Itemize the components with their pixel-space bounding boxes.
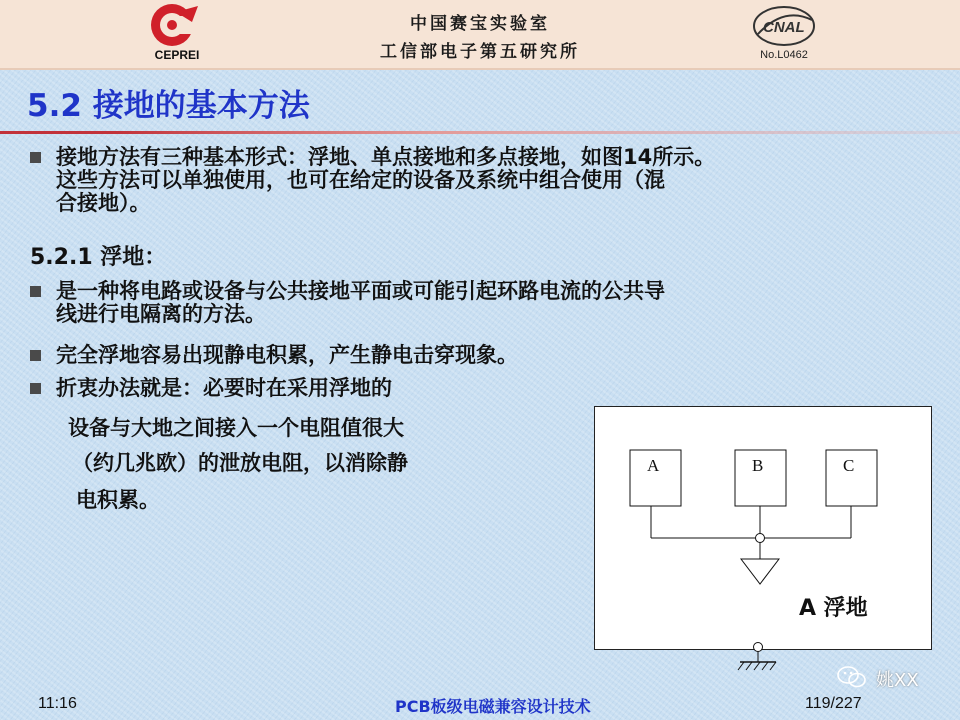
cnal-number: No.L0462 [760,49,808,61]
bullet3-text: 完全浮地容易出现静电积累，产生静电击穿现象。 [56,343,518,367]
floating-ground-diagram [594,406,932,650]
diagram-caption: A 浮地 [799,596,868,621]
bullet-square-icon [30,350,41,361]
device-label-c: C [843,456,855,475]
sub-heading-floating-ground: 5.2.1 浮地： [30,245,167,270]
title-divider [0,131,960,134]
bullet1-line2: 这些方法可以单独使用，也可在给定的设备及系统中组合使用（混 [56,168,665,192]
slide-title: 5.2 接地的基本方法 [27,88,310,124]
bullet2-line1: 是一种将电路或设备与公共接地平面或可能引起环路电流的公共导 [56,279,665,303]
ceprei-logo-text: CEPREI [154,48,200,62]
watermark-author: 姚XX [876,670,919,691]
device-label-a: A [647,456,660,475]
bullet1-line3: 合接地）。 [56,191,151,215]
wechat-icon [836,664,868,690]
device-label-b: B [752,456,764,475]
header-title-line1: 中国赛宝实验室 [410,14,550,34]
cnal-mark: CNAL [763,19,805,36]
floating-ground-symbol [741,559,779,584]
bullet-square-icon [30,152,41,163]
bullet-square-icon [30,286,41,297]
header-band [0,0,960,70]
header-title-line2: 工信部电子第五研究所 [380,42,580,62]
bullet-square-icon [30,383,41,394]
bullet4-line3: （约几兆欧）的泄放电阻，以消除静 [72,451,408,475]
footer-course-title: PCB板级电磁兼容设计技术 [395,697,591,716]
ceprei-logo-icon [148,2,204,48]
bullet4-line4: 电积累。 [76,488,160,512]
bullet4-line1: 折衷办法就是：必要时在采用浮地的 [56,376,392,400]
bullet1-line1: 接地方法有三种基本形式：浮地、单点接地和多点接地，如图14所示。 [56,145,716,169]
footer-time: 11:16 [38,695,77,712]
ceprei-logo [142,2,212,66]
footer-page-number: 119/227 [805,695,862,712]
bullet4-line2: 设备与大地之间接入一个电阻值很大 [68,416,404,440]
junction-node [756,534,765,543]
bullet2-line2: 线进行电隔离的方法。 [56,302,266,326]
cnal-emblem-icon [748,4,820,50]
watermark [836,664,936,690]
cnal-logo [748,4,820,66]
earth-ground-icon [728,640,788,676]
diagram-canvas [595,407,931,649]
